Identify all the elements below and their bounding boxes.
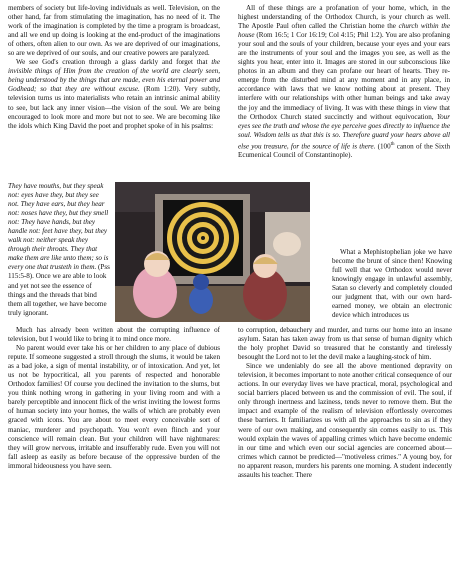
right-p1-italic: church within the house [238,22,451,40]
left-p2-quote: the invisible things of Him from the creation of the world are clearly seen, being understood by the things that are made, even his eternal power and Godhead; so that they are without excuse. [8,58,220,94]
left-column-lower [8,326,220,471]
left-p2-text-cont: (Rom 1:20). Very subtly, television turns us into materialists who retain an intrinsic animal ability to see, but lack any inner vision—the vision of the soul. We are being encouraged to look more and more but not to see. We are becoming like the idols which King David the poet and prophet spoke of in his psalms: [8,85,221,130]
right-p1-text-cont: (Rom 16:5; 1 Cor 16:19; Col 4:15; Phil 1:2). You are also profaning your soul and the souls of your children, because your eyes and your ears are the instruments of your soul and the images you see, as well as the sights you hear, enter into it. Images are stored in our subconscious like photos in an album and they can profane our heart of hearts. They re-emerge from the disturbed mind at any moment and in any place, in accordance with laws that we know nothing about at present. They interfere with our relationships with other human beings and take away the joy and the immediacy of living. It was with these things in view that the Orthodox Church stated succinctly and without equivocation, [238,31,450,121]
right-column-lower [238,326,452,480]
right-wrap-text [332,248,452,320]
right-p1-text: All of these things are a profanation of your home, which, in the highest understanding of the Orthodox Church, is your church as well. The Apostle Paul often called the Christian home the [238,4,450,31]
mephistophelian-paragraph: What a Mephistophelian joke we have become the brunt of since then! Knowing full well that we Orthodox would never knowingly engage in unlawful assembly, Satan so cleverly and completely clouded our judgment that, with our own hard-earned money, we obtain an electronic device which introduces us [332,248,452,320]
left-paragraph-1: members of society but life-loving individuals as well. Television, on the other hand, far from stimulating the imagination, has no need of it. The work of the imagination is completed by the time a program is broadcast, and all we end up doing is looking at the end-product of the imaginations of others, often alien to our own. As we are deprived of our imaginations, so are we deprived of our souls, and our creative powers are paralyzed. [8,4,220,58]
tv-photo [115,182,310,322]
psalm-quote [8,182,110,318]
right-paragraph-1 [238,4,450,160]
left-lower-paragraph-2: No parent would ever take his or her children to any place of dubious repute. If someone suggested a stroll through the slums, it would be taken as a bad joke, a sign of mental instability, or of intoxication. And yet, let us not be hypocritical, all you parents of respected and honorable Orthodox families! Of course you declined the invitation to the slums, but you think nothing wrong in gathering in your living room and with a barely perceptible and innocent flick of the wrist inviting the lowest forms of human society into your homes, the walls of which are probably even graced with icons. You are about to meet every conceivable sort of maniac, murderer and psychopath. You won't even flinch and your conscience will remain clean. But your children will have nightmares: they will grow nervous, irritable and insufferably rude. Even you will not fall asleep as easily as before because of the oppressive burden of the immoral hideousness you have seen. [8,344,220,470]
tv-photo-children-icon [115,182,310,322]
right-p1-canon-num: (100 [375,142,391,151]
psalm-quote-italic: They have mouths, but they speak not: eyes have they, but they see not. They have ears, but they hear not: noses have they, but they smell not: They have hands, but they handle not: feet have they, but they walk not: neither speak they through their throats. They that make them are like unto them; so is every one that trusteth in them. [8,182,109,272]
right-lower-paragraph-2: Since we undeniably do see all the above mentioned depravity on television, it becomes important to note another critical consequence of our actions. In our everyday lives we have practical, moral, psychological and social barriers placed between us and the commission of evil. The soul, if only through inertness and laziness, tends never to remove them. But the impact and example of the realism of television effortlessly overcomes these barriers. It familiarizes us with all the approaches to sin as if they were of our own making, and consequently sin comes easily to us. This would explain the waves of appalling crimes which have become endemic in our time and which even our social agencies are concerned about—crimes which cannot be predicted—"motiveless crimes." A young boy, for no apparent reason, murders his parents one morning. A student indecently assaults his teacher. There [238,362,452,479]
left-wrap-text [8,182,110,318]
left-column-top [8,4,220,131]
left-lower-paragraph-1: Much has already been written about the corrupting influence of television, but I would like to bring it to mind once more. [8,326,220,344]
right-p1-sup: th [390,141,395,147]
right-lower-paragraph-1: to corruption, debauchery and murder, and turns our home into an insane asylum. Satan has taken away from us that sense of human dignity which the holy prophet David so treasured that he constantly and tirelessly besought the Lord not to let the devil make a laughing-stock of him. [238,326,452,362]
psalm-quote-after: (Pss 115:5-8). Once we are able to look and yet not see the essence of things and the threads that bind them all together, we have become truly ignorant. [8,263,110,317]
right-p1-canon-ref: canon of the Sixth Ecumenical Council of Constantinople). [238,142,450,160]
left-paragraph-2 [8,58,220,130]
left-p2-text: We see God's creation through a glass darkly and forget that [16,58,212,67]
right-column-top [238,4,450,160]
right-p1-canon-quote: Your eyes see the truth and whose the eye perceive goes directly to influence the soul. Wisdom tells us that this is so. Therefore guard your hears above all else you treasure, for the source of life is there. [238,112,450,151]
